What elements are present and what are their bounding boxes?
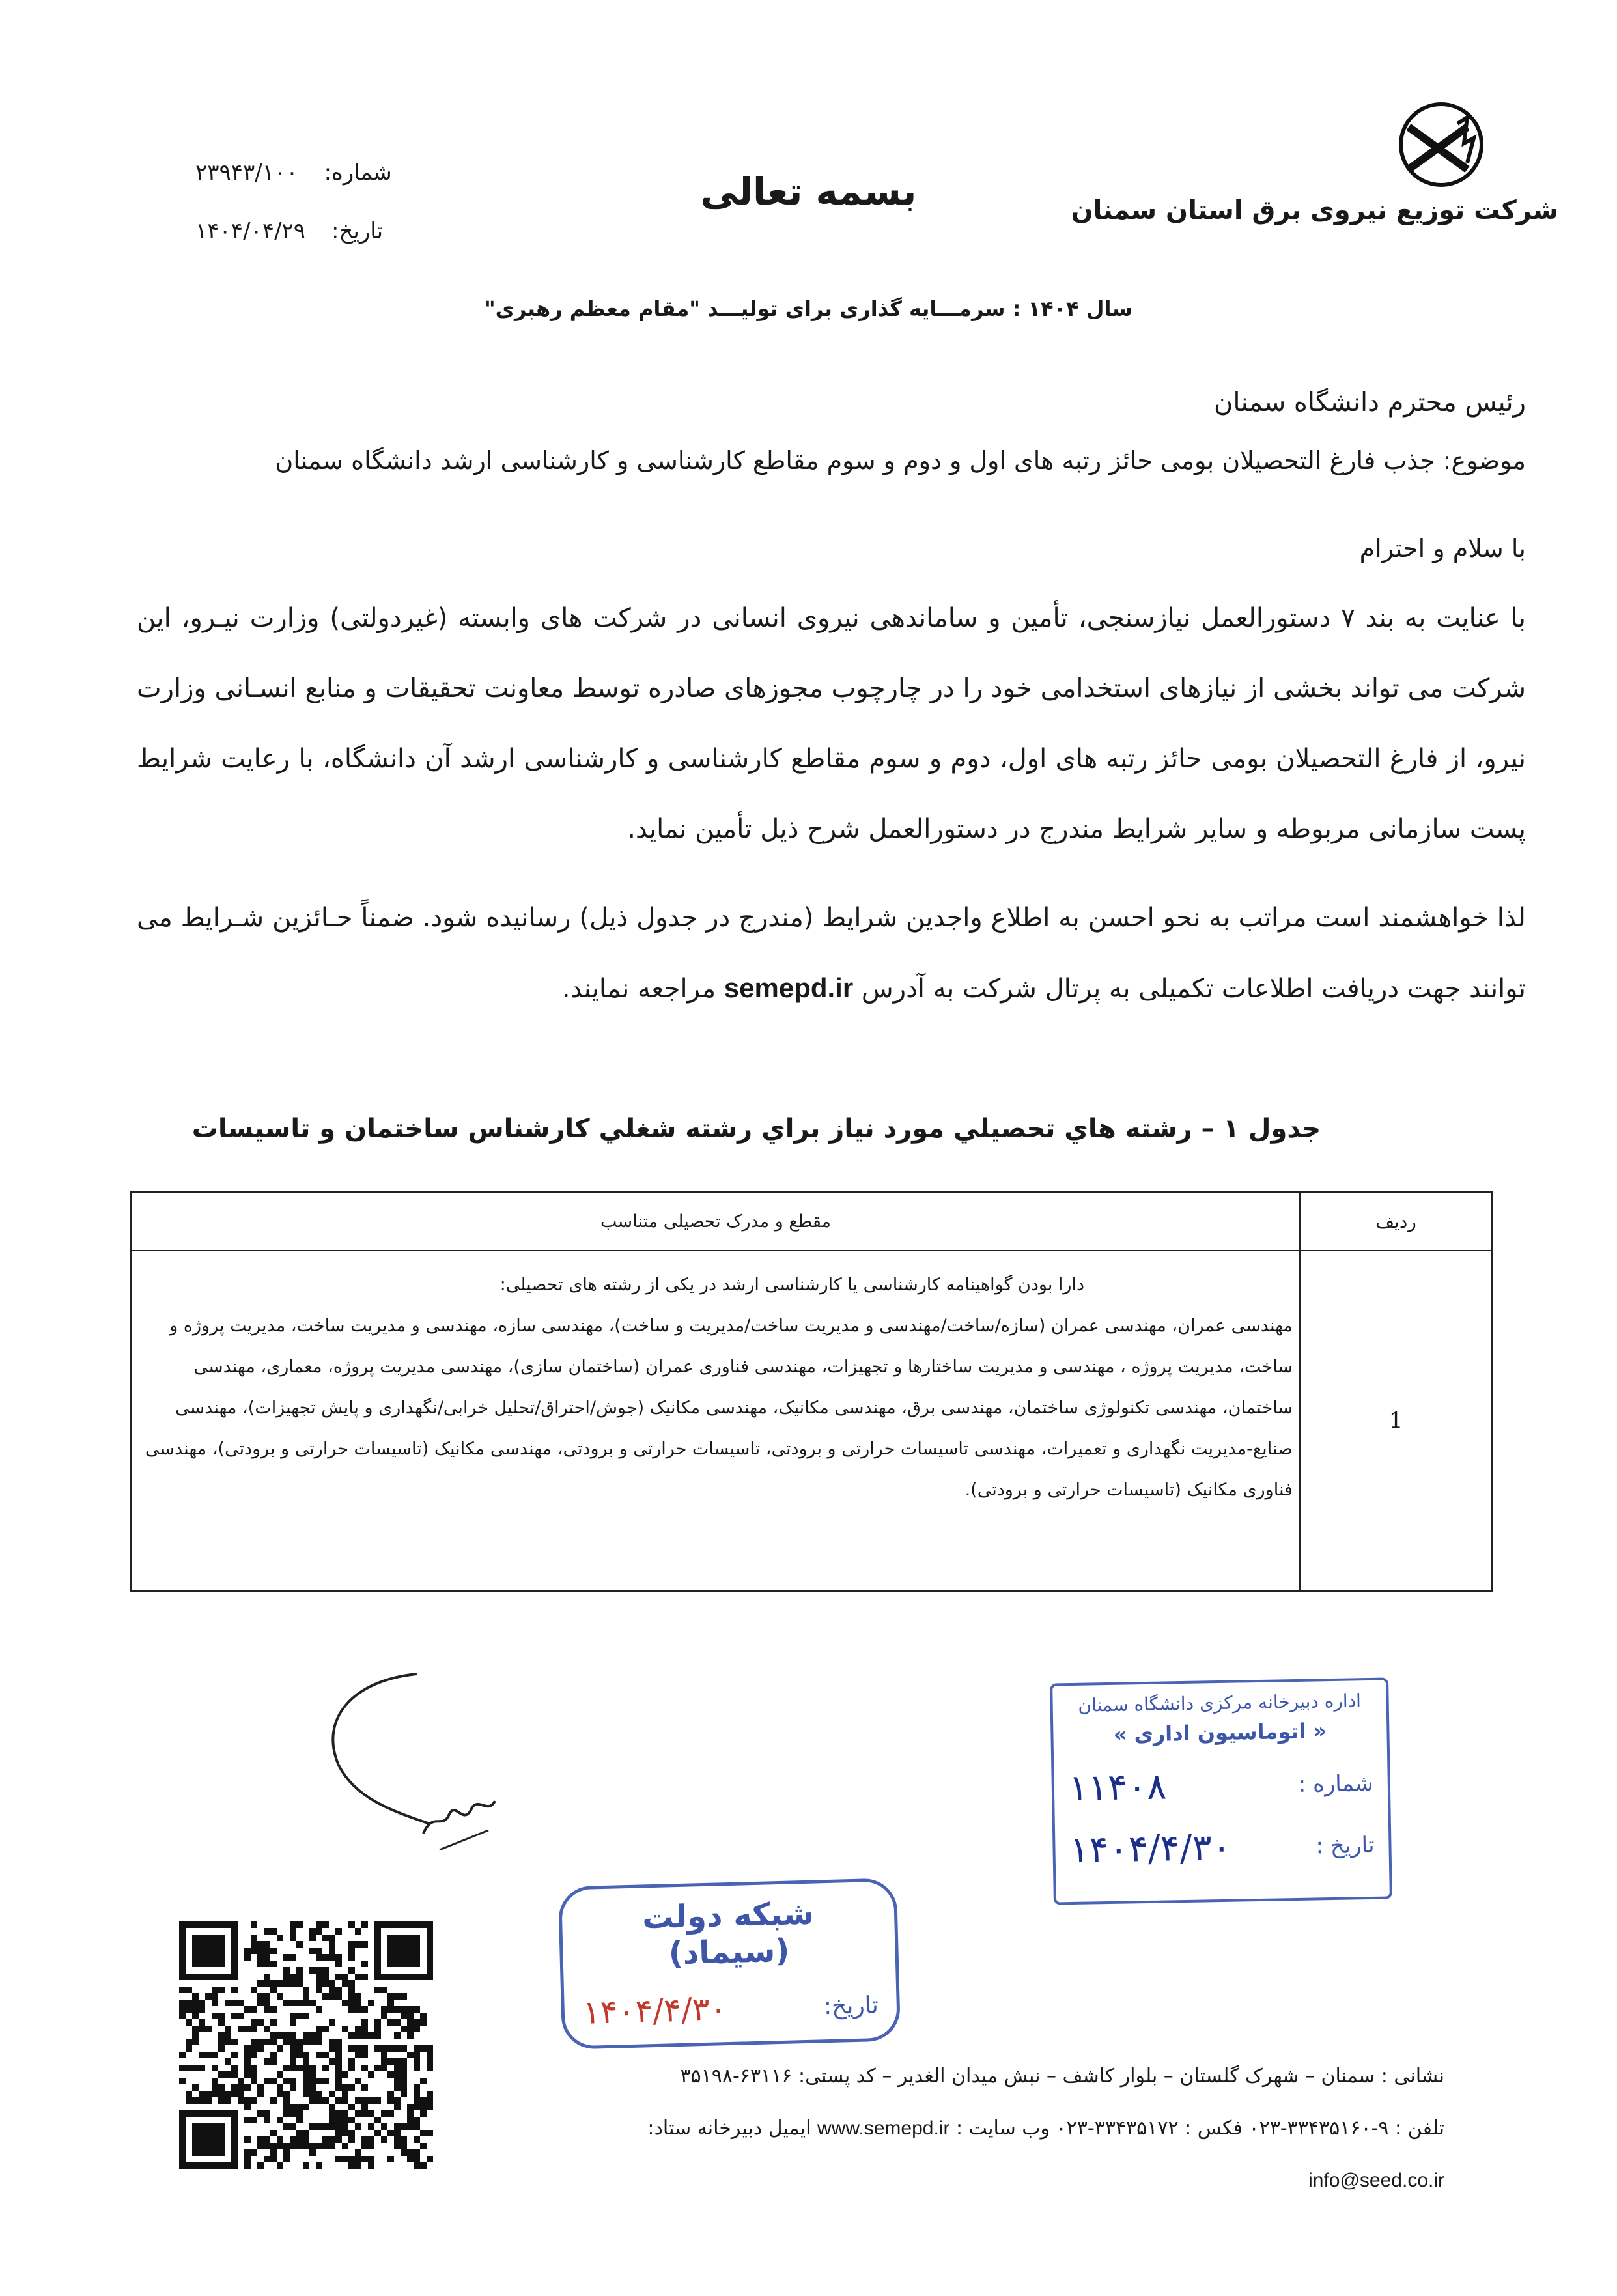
sima-stamp [558,1878,901,2050]
letter-date-value: ۱۴۰۴/۰۴/۲۹ [195,218,306,244]
table-row [132,1251,1491,1590]
qr-code[interactable] [173,1915,440,2176]
sima-date-value: ۱۴۰۴/۴/۳۰ [582,1990,728,2032]
greeting: با سلام و احترام [1359,534,1526,563]
degree-intro: دارا بودن گواهینامه کارشناسی یا کارشناسی ارشد در یکی از رشته های تحصیلی: [499,1275,1084,1295]
requirements-table [130,1191,1493,1592]
footer-address: نشانی : سمنان – شهرک گلستان – بلوار کاشف – نبش میدان الغدیر – کد پستی: ۶۳۱۱۶-۳۵۱۹۸ [680,2065,1444,2088]
archive-number-label: شماره : [1298,1770,1374,1798]
letter-number [195,160,392,186]
letter-date [195,218,383,244]
footer-email-line [1308,2169,1444,2192]
table-header-row [132,1193,1491,1251]
portal-link[interactable]: semepd.ir [724,972,854,1003]
body-paragraph-1: با عنایت به بند ۷ دستورالعمل نیازسنجی، تأمین و ساماندهی نیروی انسانی در شرکت های وابسته (غیردولتی) وزارت نیـرو، این شرکت می تواند بخشی از نیازهای استخدامی خود را در چارچوب مجوزهای صادره توسط معاونت تحقیقات و منابع انسـانی وزارت نیرو، از فارغ التحصیلان بومی حائز رتبه های اول، دوم و سوم مقاطع کارشناسی و کارشناسی ارشد آن دانشگاه، با رعایت شرایط پست سازمانی مربوطه و سایر شرایط مندرج در دستورالعمل شرح ذیل تأمین نماید. [137,603,1526,844]
letter-date-label: تاریخ: [331,218,384,244]
row-degree-cell [132,1251,1299,1590]
degree-fields: مهندسی عمران، مهندسی عمران (سازه/ساخت/مهندسی و مدیریت ساخت/مدیریت و ساخت)، مهندسی سازه، مهندسی و مدیریت ساخت، مدیریت پروژه و ساخت، مدیریت پروژه ، مهندسی و مدیریت ساختارها و تجهیزات، مهندسی فناوری عمران (ساختمان سازی)، مهندسی مدیریت پروژه، معماری، مهندسی ساختمان، مهندسی تکنولوژی ساختمان، مهندسی برق، مهندسی مکانیک، مهندسی مکانیک (جوش/احتراق/تحلیل خرابی/نگهداری و پایش تجهیزات)، مهندسی صنایع-مدیریت نگهداری و تعمیرات، مهندسی تاسیسات حرارتی و برودتی، تاسیسات حرارتی و برودتی، مهندسی مکانیک (تاسیسات حرارتی و برودتی)، مهندسی فناوری مکانیک (تاسیسات حرارتی و برودتی). [145,1316,1293,1500]
paragraph-2-end: مراجعه نمایند. [561,974,716,1004]
archive-number-line [1068,1762,1373,1809]
sima-date-line [582,1986,879,2032]
letter-number-label: شماره: [324,160,392,186]
company-name: شرکت توزیع نیروی برق استان سمنان [1071,195,1558,225]
paragraph-2-text: لذا خواهشمند است مراتب به نحو احسن به اطلاع واجدین شرایط (مندرج در جدول ذیل) رسانیده شود. ضمناً حـائزین شـرایط می توانند جهت دریافت اطلاعات تکمیلی به پرتال شرکت به آدرس [137,903,1526,1004]
row-index: 1 [1299,1251,1491,1590]
archive-date-value: ۱۴۰۴/۴/۳۰ [1069,1826,1232,1872]
archive-stamp [1050,1677,1392,1905]
column-header-index: ردیف [1299,1193,1491,1250]
table-title: جدول ۱ – رشته هاي تحصيلي مورد نياز براي رشته شغلي كارشناس ساختمان و تاسيسات [191,1114,1321,1144]
footer-website[interactable]: www.semepd.ir [817,2118,950,2139]
body-paragraph-2 [137,883,1526,1024]
sima-stamp-title: شبکه دولت (سیماد) [641,1895,815,1972]
archive-number-value: ۱۱۴۰۸ [1068,1765,1167,1810]
archive-date-label: تاریخ : [1315,1832,1375,1859]
sima-date-label: تاریخ: [823,1991,879,2020]
footer-phone: تلفن : ۹-۳۳۴۳۵۱۶۰-۰۲۳ فکس : ۳۳۴۳۵۱۷۲-۰۲۳ وب سایت : [956,2117,1444,2140]
year-slogan: سال ۱۴۰۴ : سرمـــایه گذاری برای تولیـــد "مقام معظم رهبری" [484,296,1133,321]
archive-stamp-subtitle: « اتوماسیون اداری » [1113,1718,1327,1747]
footer-email-label: ایمیل دبیرخانه ستاد: [647,2117,811,2140]
footer-email[interactable]: info@seed.co.ir [1308,2170,1444,2191]
signature-image [293,1667,514,1863]
addressee: رئیس محترم دانشگاه سمنان [1213,388,1526,418]
letter-number-value: ۲۳۹۴۳/۱۰۰ [195,160,298,186]
column-header-degree: مقطع و مدرک تحصیلی متناسب [600,1211,831,1232]
bismillah-heading: بسمه تعالی [700,169,917,214]
subject-line: موضوع: جذب فارغ التحصیلان بومی حائز رتبه های اول و دوم و سوم مقاطع کارشناسی و کارشناسی ارشد دانشگاه سمنان [275,446,1526,475]
footer-contact [647,2117,1444,2140]
archive-stamp-title: اداره دبیرخانه مرکزی دانشگاه سمنان [1078,1690,1362,1716]
archive-date-line [1069,1824,1375,1871]
